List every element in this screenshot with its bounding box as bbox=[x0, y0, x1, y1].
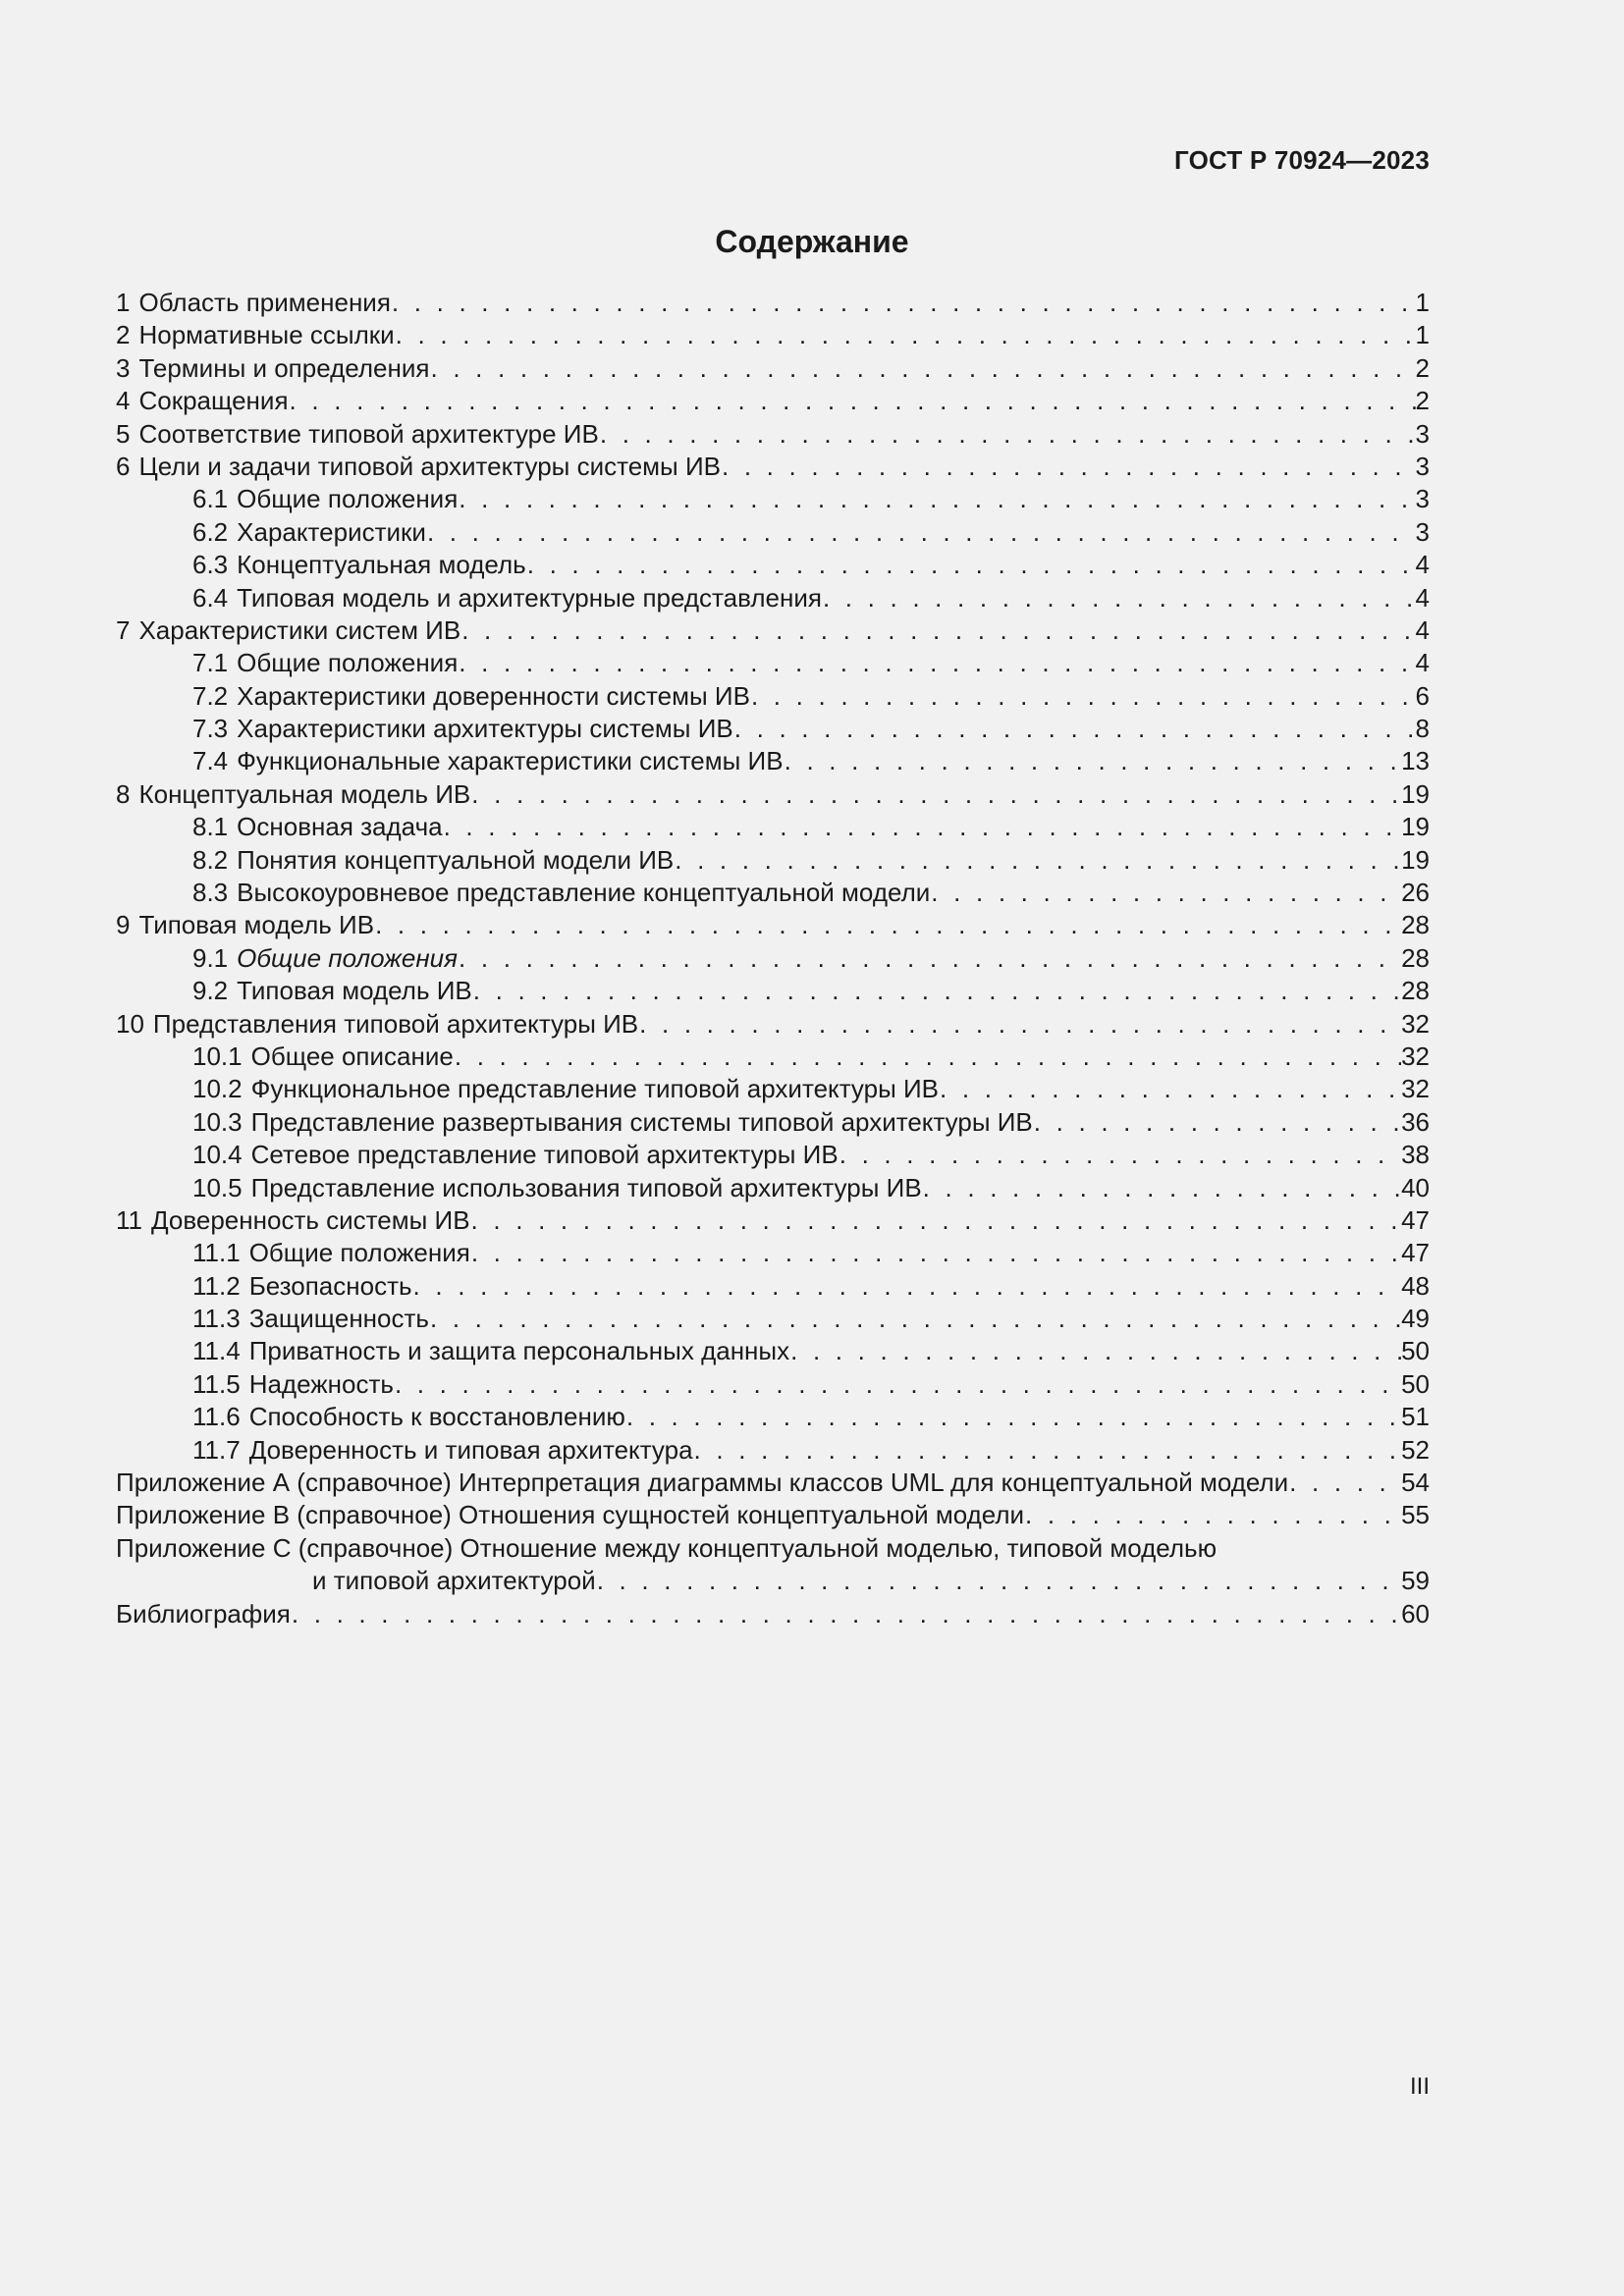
toc-entry-page: 4 bbox=[1415, 648, 1430, 678]
leader-dots bbox=[930, 877, 1401, 909]
toc-entry-title: Термины и определения bbox=[138, 352, 430, 383]
toc-entry-page: 55 bbox=[1401, 1500, 1430, 1530]
toc-entry-number: 10.5 bbox=[192, 1172, 243, 1202]
leader-dots bbox=[289, 385, 1416, 417]
leader-dots bbox=[922, 1172, 1401, 1204]
toc-entry-page: 4 bbox=[1415, 582, 1430, 613]
toc-entry-4[interactable] bbox=[116, 385, 1430, 417]
toc-entry-page: 47 bbox=[1401, 1204, 1430, 1235]
toc-entry-title: Надежность bbox=[248, 1368, 394, 1399]
toc-entry-title: Доверенность системы ИВ bbox=[151, 1204, 470, 1235]
toc-entry-page: 19 bbox=[1401, 812, 1430, 842]
toc-entry-7-2[interactable] bbox=[116, 680, 1430, 713]
toc-appendix-b[interactable] bbox=[116, 1499, 1430, 1531]
toc-entry-10-4[interactable] bbox=[116, 1139, 1430, 1171]
toc-entry-3[interactable] bbox=[116, 352, 1430, 385]
toc-entry-number: 8.2 bbox=[192, 844, 229, 875]
toc-entry-6[interactable] bbox=[116, 451, 1430, 483]
toc-entry-6-4[interactable] bbox=[116, 582, 1430, 614]
leader-dots bbox=[443, 811, 1402, 843]
toc-appendix-a[interactable] bbox=[116, 1467, 1430, 1499]
toc-entry-number: 11.3 bbox=[192, 1304, 241, 1334]
toc-entry-number: 9.2 bbox=[192, 976, 229, 1006]
leader-dots bbox=[693, 1434, 1402, 1467]
toc-appendix-c-continuation[interactable] bbox=[116, 1565, 1430, 1597]
toc-entry-title: Функциональные характеристики системы ИВ bbox=[237, 746, 784, 776]
toc-entry-number: 7.4 bbox=[192, 746, 229, 776]
leader-dots bbox=[394, 1368, 1401, 1401]
toc-entry-number: 7.2 bbox=[192, 680, 229, 711]
toc-entry-title: Типовая модель ИВ bbox=[138, 910, 375, 940]
leader-dots bbox=[470, 1204, 1402, 1237]
leader-dots bbox=[458, 483, 1415, 515]
toc-entry-number: 10.1 bbox=[192, 1041, 243, 1071]
toc-entry-number: 7.3 bbox=[192, 714, 229, 744]
toc-entry-title: Высокоуровневое представление концептуальной модели bbox=[237, 878, 931, 908]
toc-entry-11-3[interactable] bbox=[116, 1303, 1430, 1335]
leader-dots bbox=[426, 516, 1416, 549]
leader-dots bbox=[784, 745, 1401, 777]
toc-entry-title: Представление развертывания системы типовой архитектуры ИВ bbox=[250, 1106, 1033, 1137]
toc-entry-title: Цели и задачи типовой архитектуры системы ИВ bbox=[138, 451, 721, 481]
leader-dots bbox=[429, 352, 1415, 385]
toc-entry-page: 40 bbox=[1401, 1172, 1430, 1202]
toc-entry-number: 9 bbox=[116, 910, 131, 940]
toc-entry-title: Защищенность bbox=[248, 1304, 429, 1334]
toc-entry-number: 11.6 bbox=[192, 1402, 241, 1432]
toc-entry-page: 32 bbox=[1401, 1074, 1430, 1104]
toc-entry-title: Представления типовой архитектуры ИВ bbox=[152, 1008, 639, 1039]
toc-entry-page: 36 bbox=[1401, 1106, 1430, 1137]
toc-entry-2[interactable] bbox=[116, 319, 1430, 351]
toc-entry-number: 3 bbox=[116, 352, 131, 383]
toc-entry-page: 6 bbox=[1415, 680, 1430, 711]
toc-entry-page: 19 bbox=[1401, 778, 1430, 809]
toc-entry-11-2[interactable] bbox=[116, 1270, 1430, 1303]
toc-entry-page: 52 bbox=[1401, 1434, 1430, 1465]
leader-dots bbox=[395, 319, 1416, 351]
toc-entry-title: Понятия концептуальной модели ИВ bbox=[237, 844, 675, 875]
toc-entry-number: 11.5 bbox=[192, 1368, 241, 1399]
toc-entry-page: 50 bbox=[1401, 1336, 1430, 1366]
toc-entry-title: Общие положения bbox=[248, 1238, 470, 1268]
toc-entry-number: 11.1 bbox=[192, 1238, 241, 1268]
toc-entry-title: Типовая модель ИВ bbox=[237, 976, 472, 1006]
toc-entry-page: 26 bbox=[1401, 878, 1430, 908]
toc-entry-page: 8 bbox=[1415, 714, 1430, 744]
toc-entry-page: 48 bbox=[1401, 1270, 1430, 1301]
toc-entry-number: 8.3 bbox=[192, 878, 229, 908]
leader-dots bbox=[839, 1139, 1401, 1171]
toc-entry-title: Общее описание bbox=[250, 1041, 454, 1071]
toc-entry-title: Доверенность и типовая архитектура bbox=[248, 1434, 693, 1465]
toc-entry-title: Характеристики bbox=[237, 516, 426, 547]
leader-dots bbox=[721, 451, 1416, 483]
toc-entry-number: 7.1 bbox=[192, 648, 229, 678]
toc-entry-title: Общие положения bbox=[237, 942, 459, 973]
toc-entry-title: Общие положения bbox=[237, 648, 459, 678]
toc-entry-title: Представление использования типовой архитектуры ИВ bbox=[250, 1172, 922, 1202]
toc-entry-number: 11 bbox=[116, 1204, 142, 1235]
toc-entry-7[interactable] bbox=[116, 614, 1430, 647]
toc-entry-8-1[interactable] bbox=[116, 811, 1430, 843]
leader-dots bbox=[1288, 1467, 1401, 1499]
toc-entry-title: Характеристики систем ИВ bbox=[138, 614, 461, 645]
toc-entry-page: 60 bbox=[1401, 1598, 1430, 1629]
document-code: ГОСТ Р 70924—2023 bbox=[1174, 145, 1430, 175]
leader-dots bbox=[733, 713, 1416, 745]
toc-entry-7-4[interactable] bbox=[116, 745, 1430, 777]
toc-entry-page: 49 bbox=[1401, 1304, 1430, 1334]
toc-entry-page: 50 bbox=[1401, 1368, 1430, 1399]
toc-entry-number: 6.2 bbox=[192, 516, 229, 547]
leader-dots bbox=[1024, 1499, 1401, 1531]
toc-entry-page: 3 bbox=[1415, 516, 1430, 547]
toc-entry-number: 10.2 bbox=[192, 1074, 243, 1104]
toc-entry-number: 11.4 bbox=[192, 1336, 241, 1366]
toc-entry-page: 59 bbox=[1401, 1566, 1430, 1596]
toc-entry-number: 10.4 bbox=[192, 1140, 243, 1170]
toc-entry-title: Сетевое представление типовой архитектуры ИВ bbox=[250, 1140, 839, 1170]
toc-entry-number: 10 bbox=[116, 1008, 144, 1039]
leader-dots bbox=[374, 909, 1401, 941]
toc-entry-9-1[interactable] bbox=[116, 942, 1430, 975]
table-of-contents bbox=[116, 287, 1430, 1630]
toc-entry-page: 3 bbox=[1415, 451, 1430, 481]
toc-entry-5[interactable] bbox=[116, 418, 1430, 451]
toc-entry-page: 32 bbox=[1401, 1008, 1430, 1039]
toc-entry-number: 2 bbox=[116, 320, 131, 350]
leader-dots bbox=[526, 549, 1416, 581]
toc-entry-9-2[interactable] bbox=[116, 975, 1430, 1007]
toc-entry-title: Библиография bbox=[116, 1598, 291, 1629]
toc-entry-number: 7 bbox=[116, 614, 131, 645]
leader-dots bbox=[939, 1073, 1401, 1105]
leader-dots bbox=[429, 1303, 1401, 1335]
toc-entry-title: Нормативные ссылки bbox=[138, 320, 395, 350]
leader-dots bbox=[412, 1270, 1402, 1303]
toc-entry-page: 1 bbox=[1415, 320, 1430, 350]
toc-entry-title: Способность к восстановлению bbox=[248, 1402, 625, 1432]
leader-dots bbox=[596, 1565, 1401, 1597]
toc-entry-title: и типовой архитектурой bbox=[312, 1566, 596, 1596]
toc-entry-title: Основная задача bbox=[237, 812, 443, 842]
toc-entry-title: Концептуальная модель ИВ bbox=[138, 778, 471, 809]
toc-entry-number: 5 bbox=[116, 418, 131, 449]
toc-entry-10[interactable] bbox=[116, 1008, 1430, 1041]
toc-entry-title: Область применения bbox=[138, 287, 391, 317]
toc-entry-6-2[interactable] bbox=[116, 516, 1430, 549]
toc-entry-page: 28 bbox=[1401, 976, 1430, 1006]
toc-entry-6-1[interactable] bbox=[116, 483, 1430, 515]
toc-entry-title: Концептуальная модель bbox=[237, 550, 526, 580]
toc-entry-number: 9.1 bbox=[192, 942, 229, 973]
leader-dots bbox=[470, 1237, 1401, 1269]
leader-dots bbox=[599, 418, 1416, 451]
toc-entry-11-1[interactable] bbox=[116, 1237, 1430, 1269]
toc-entry-8[interactable] bbox=[116, 778, 1430, 811]
toc-appendix-c[interactable] bbox=[116, 1532, 1430, 1565]
toc-entry-page: 19 bbox=[1401, 844, 1430, 875]
toc-entry-number: 1 bbox=[116, 287, 131, 317]
toc-entry-11-5[interactable] bbox=[116, 1368, 1430, 1401]
toc-entry-page: 38 bbox=[1401, 1140, 1430, 1170]
leader-dots bbox=[1033, 1106, 1401, 1139]
toc-entry-page: 3 bbox=[1415, 484, 1430, 514]
toc-entry-10-1[interactable] bbox=[116, 1041, 1430, 1073]
toc-entry-number: 6.4 bbox=[192, 582, 229, 613]
toc-entry-11-6[interactable] bbox=[116, 1401, 1430, 1433]
toc-entry-title: Приложение В (справочное) Отношения сущностей концептуальной модели bbox=[116, 1500, 1025, 1530]
toc-entry-page: 28 bbox=[1401, 942, 1430, 973]
toc-entry-10-2[interactable] bbox=[116, 1073, 1430, 1105]
toc-entry-number: 6 bbox=[116, 451, 131, 481]
toc-entry-10-3[interactable] bbox=[116, 1106, 1430, 1139]
leader-dots bbox=[458, 942, 1401, 975]
leader-dots bbox=[789, 1336, 1401, 1368]
toc-entry-page: 2 bbox=[1415, 386, 1430, 416]
leader-dots bbox=[291, 1598, 1401, 1630]
toc-entry-9[interactable] bbox=[116, 909, 1430, 941]
toc-entry-number: 8.1 bbox=[192, 812, 229, 842]
toc-entry-page: 13 bbox=[1401, 746, 1430, 776]
toc-entry-title: Соответствие типовой архитектуре ИВ bbox=[138, 418, 599, 449]
toc-entry-title: Безопасность bbox=[248, 1270, 412, 1301]
toc-entry-title: Сокращения bbox=[138, 386, 289, 416]
toc-entry-7-3[interactable] bbox=[116, 713, 1430, 745]
toc-entry-number: 8 bbox=[116, 778, 131, 809]
leader-dots bbox=[391, 287, 1416, 319]
toc-entry-title: Характеристики архитектуры системы ИВ bbox=[237, 714, 733, 744]
toc-entry-title: Типовая модель и архитектурные представления bbox=[237, 582, 822, 613]
toc-entry-number: 10.3 bbox=[192, 1106, 243, 1137]
toc-entry-8-3[interactable] bbox=[116, 877, 1430, 909]
toc-entry-number: 6.3 bbox=[192, 550, 229, 580]
leader-dots bbox=[625, 1401, 1401, 1433]
toc-entry-title: Приложение С (справочное) Отношение между концептуальной моделью, типовой моделью bbox=[116, 1532, 1218, 1563]
toc-entry-page: 4 bbox=[1415, 614, 1430, 645]
toc-entry-page: 4 bbox=[1415, 550, 1430, 580]
toc-entry-title: Функциональное представление типовой архитектуры ИВ bbox=[250, 1074, 940, 1104]
toc-entry-page: 3 bbox=[1415, 418, 1430, 449]
leader-dots bbox=[470, 778, 1401, 811]
toc-entry-title: Общие положения bbox=[237, 484, 459, 514]
toc-entry-page: 2 bbox=[1415, 352, 1430, 383]
toc-entry-7-1[interactable] bbox=[116, 647, 1430, 679]
leader-dots bbox=[750, 680, 1416, 713]
toc-entry-number: 11.7 bbox=[192, 1434, 241, 1465]
toc-entry-page: 51 bbox=[1401, 1402, 1430, 1432]
toc-entry-title: Приложение А (справочное) Интерпретация диаграммы классов UML для концептуальной модели bbox=[116, 1468, 1289, 1498]
toc-entry-11-7[interactable] bbox=[116, 1434, 1430, 1467]
toc-title: Содержание bbox=[715, 224, 909, 259]
toc-entry-title: Характеристики доверенности системы ИВ bbox=[237, 680, 750, 711]
toc-entry-8-2[interactable] bbox=[116, 844, 1430, 877]
toc-entry-page: 54 bbox=[1401, 1468, 1430, 1498]
page-number: III bbox=[1409, 2073, 1430, 2100]
toc-entry-1[interactable] bbox=[116, 287, 1430, 319]
leader-dots bbox=[638, 1008, 1401, 1041]
toc-entry-number: 11.2 bbox=[192, 1270, 241, 1301]
leader-dots bbox=[460, 614, 1415, 647]
leader-dots bbox=[822, 582, 1416, 614]
toc-entry-title: Приватность и защита персональных данных bbox=[248, 1336, 790, 1366]
leader-dots bbox=[674, 844, 1401, 877]
toc-entry-page: 47 bbox=[1401, 1238, 1430, 1268]
toc-entry-11-4[interactable] bbox=[116, 1336, 1430, 1368]
leader-dots bbox=[458, 647, 1415, 679]
toc-entry-number: 4 bbox=[116, 386, 131, 416]
toc-entry-page: 32 bbox=[1401, 1041, 1430, 1071]
toc-entry-6-3[interactable] bbox=[116, 549, 1430, 581]
toc-entry-page: 1 bbox=[1415, 287, 1430, 317]
toc-entry-number: 6.1 bbox=[192, 484, 229, 514]
toc-entry-11[interactable] bbox=[116, 1204, 1430, 1237]
leader-dots bbox=[472, 975, 1401, 1007]
toc-entry-page: 28 bbox=[1401, 910, 1430, 940]
leader-dots bbox=[454, 1041, 1401, 1073]
toc-entry-10-5[interactable] bbox=[116, 1172, 1430, 1204]
toc-bibliography[interactable] bbox=[116, 1598, 1430, 1630]
